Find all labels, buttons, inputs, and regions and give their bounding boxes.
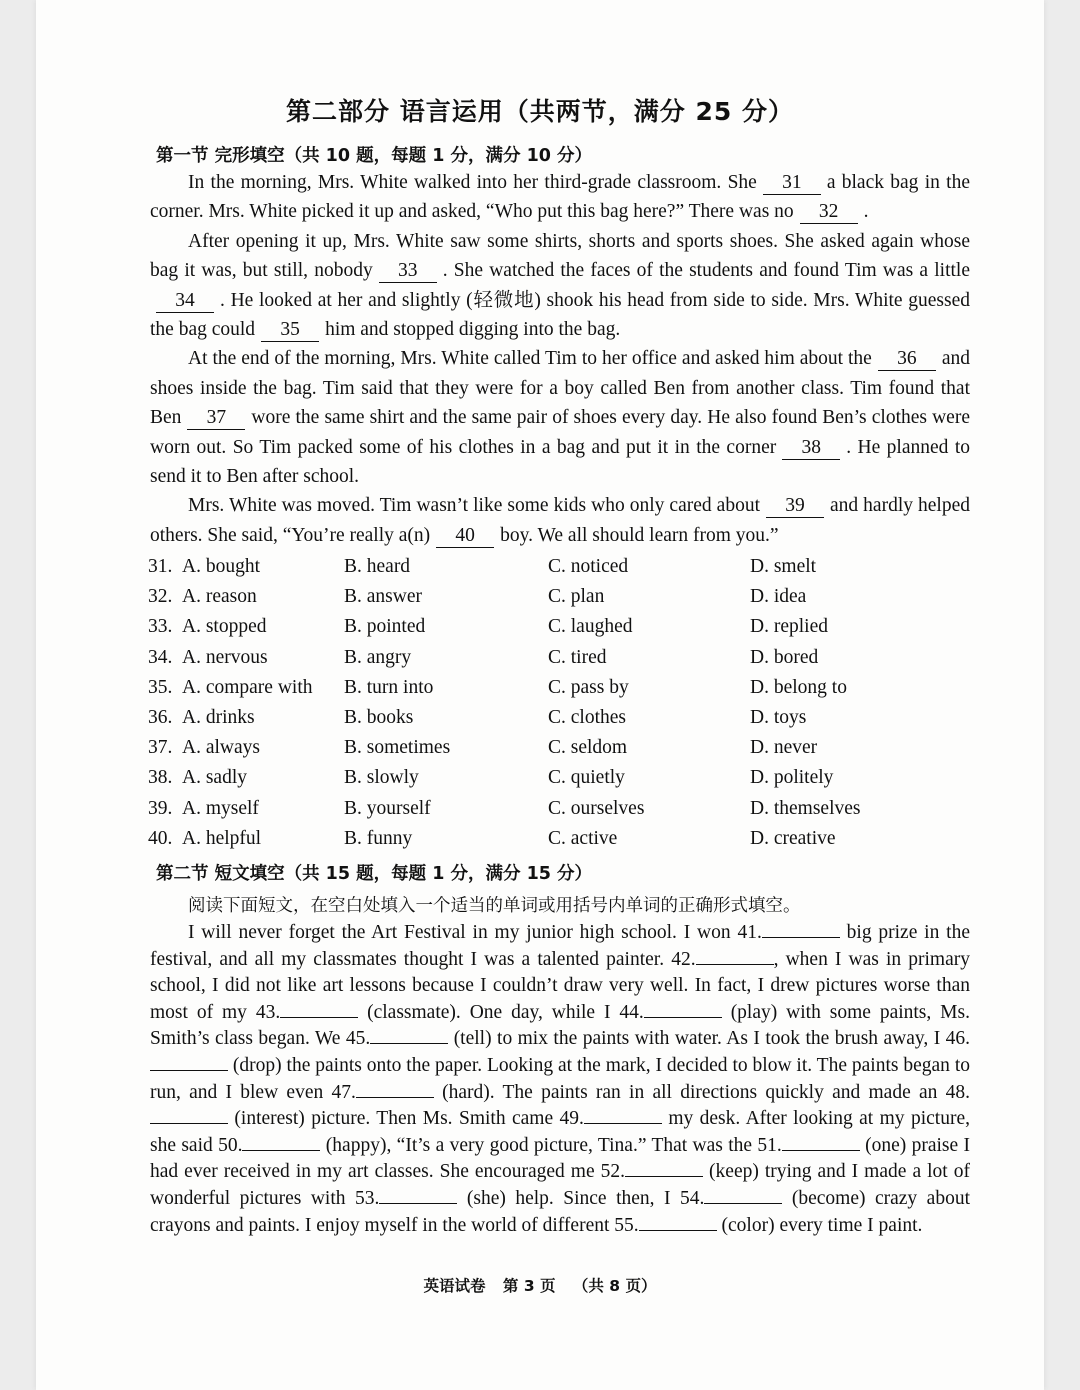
cloze-blank: 34 [156,290,214,313]
cloze-blank: 40 [436,525,494,548]
footer-page-number: 第 3 页 [502,1277,556,1295]
option-text: A. bought [182,556,260,577]
option-row [148,707,988,737]
exam-page [36,0,1044,1390]
option-text: B. pointed [344,616,426,638]
option-text: 34. [148,646,173,668]
cloze-blank: 37 [187,407,245,430]
cloze-paragraph [150,227,970,345]
answer-blank[interactable] [370,1043,448,1044]
option-text: 37. [148,737,173,759]
option-text: B. turn into [344,676,434,698]
option-row [148,828,988,858]
option-text: C. tired [548,646,607,668]
fill-in-paragraph [150,920,970,1239]
answer-blank[interactable] [644,1017,722,1018]
option-text: B. slowly [344,767,419,789]
option-text: B. books [344,706,414,728]
cloze-blank: 38 [782,437,840,460]
passage-text: wore the same shirt and the same pair of shoes every day. He also found Ben’s clothes were worn out. So Tim packed some of his clothes in a bag and put it in the corner [150,407,970,458]
passage-text: Mrs. White was moved. Tim wasn’t like some kids who only cared about [188,495,760,517]
option-text: C. clothes [548,706,626,728]
option-text: B. funny [344,827,413,849]
footer-subject: 英语试卷 [423,1277,486,1295]
passage-text: (classmate). One day, while I 44. [358,1001,644,1023]
passage-text: , when I was in primary school, I did not like art lessons because I couldn’t draw very well. In fact, I drew pictures worse than most of my 43. [150,948,970,1023]
answer-blank[interactable] [696,964,774,965]
option-text: D. politely [750,767,834,789]
answer-blank[interactable] [356,1097,434,1098]
option-text: 38. [148,767,173,789]
passage-text: At the end of the morning, Mrs. White called Tim to her office and asked him about the [188,348,872,370]
option-text: A. myself [182,797,259,819]
passage-text: him and stopped digging into the bag. [325,319,621,341]
option-text: 32. [148,586,173,608]
answer-blank[interactable] [625,1176,703,1177]
passage-text: (color) every time I paint. [716,1214,923,1236]
answer-blank[interactable] [704,1203,782,1204]
cloze-blank: 32 [800,201,858,224]
answer-blank[interactable] [150,1123,228,1124]
passage-text: big prize in the festival, and all my classmates thought I was a talented painter. 42. [150,922,970,970]
option-text: B. angry [344,646,412,668]
passage-text: I will never forget the Art Festival in my junior high school. I won 41. [188,922,762,943]
passage-text: (one) praise I had ever received in my art classes. She encouraged me 52. [150,1134,971,1183]
answer-blank[interactable] [762,937,840,938]
option-row [148,556,988,586]
option-text: A. helpful [182,827,262,849]
cloze-blank: 36 [878,348,936,371]
passage-text: a black bag in the corner. Mrs. White picked it up and asked, “Who put this bag here?” There was no [150,172,970,223]
passage-text: (tell) to mix the paints with water. As I took the brush away, I 46. [448,1028,971,1050]
option-text: A. drinks [182,706,255,728]
option-text: A. compare with [182,676,313,698]
option-text: A. sadly [182,767,247,789]
option-text: D. smelt [750,556,817,577]
option-text: D. bored [750,646,819,668]
option-text: D. themselves [750,797,861,819]
passage-text: boy. We all should learn from you.” [500,524,779,546]
cloze-blank: 31 [763,172,821,195]
option-text: C. laughed [548,616,633,638]
option-text: B. answer [344,586,422,608]
passage-text: (she) help. Since then, I 54. [457,1187,705,1209]
option-text: B. heard [344,556,411,577]
passage-text: After opening it up, Mrs. White saw some shirts, shorts and sports shoes. She asked again whose bag it was, but still, nobody [150,230,970,282]
option-row [148,586,988,616]
option-text: C. active [548,827,618,849]
option-text: 36. [148,706,173,728]
option-text: 31. [148,556,173,577]
option-row [148,767,988,797]
answer-blank[interactable] [242,1150,320,1151]
passage-text: (become) crazy about crayons and paints. I enjoy myself in the world of different 55. [150,1187,970,1236]
footer-total-pages: （共 8 页） [572,1277,657,1295]
cloze-blank: 39 [766,495,824,518]
passage-text: and shoes inside the bag. Tim said that they were for a boy called Ben from another class. Tim found that Ben [150,348,970,429]
cloze-paragraph [150,491,970,550]
cloze-paragraph [150,344,970,491]
section1-heading: 第一节 完形填空（共 10 题，每题 1 分，满分 10 分） [156,146,593,166]
passage-text: . He planned to send it to Ben after school. [150,436,970,488]
answer-blank[interactable] [150,1070,228,1071]
answer-blank[interactable] [584,1123,662,1124]
option-text: C. ourselves [548,797,645,819]
option-text: B. yourself [344,797,431,819]
passage-text: (interest) picture. Then Ms. Smith came 49. [228,1108,584,1130]
option-text: A. nervous [182,646,268,668]
option-text: A. stopped [182,616,267,638]
cloze-paragraph [150,168,970,227]
passage-text: my desk. After looking at my picture, she said 50. [150,1108,970,1156]
option-text: 40. [148,827,173,849]
page-footer [36,1274,1044,1296]
fill-in-passage [150,920,970,1239]
option-row [148,677,988,707]
option-text: D. replied [750,616,828,638]
option-row [148,798,988,828]
option-text: C. quietly [548,767,625,789]
passage-text: In the morning, Mrs. White walked into her third-grade classroom. She [188,172,757,193]
option-text: A. reason [182,586,257,608]
passage-text: (happy), “It’s a very good picture, Tina.” That was the 51. [320,1134,782,1156]
option-text: 39. [148,797,173,819]
options-list [148,556,988,858]
option-text: C. plan [548,586,605,608]
answer-blank[interactable] [280,1017,358,1018]
option-row [148,616,988,646]
option-row [148,737,988,767]
answer-blank[interactable] [639,1230,717,1231]
option-text: D. toys [750,706,807,728]
option-text: D. never [750,737,818,759]
passage-text: (drop) the paints onto the paper. Looking at the mark, I decided to blow it. The paints began to run, and I blew even 47. [150,1054,970,1103]
option-text: C. pass by [548,676,629,698]
passage-text: (keep) trying and I made a lot of wonderful pictures with 53. [150,1161,970,1209]
answer-blank[interactable] [379,1203,457,1204]
option-text: B. sometimes [344,737,451,759]
cloze-blank: 35 [261,319,319,342]
passage-text: . [863,201,869,223]
passage-text: and hardly helped others. She said, “You’re really a(n) [150,495,970,546]
cloze-blank: 33 [379,260,437,283]
answer-blank[interactable] [782,1150,860,1151]
cloze-passage [150,168,970,550]
section2-instruction: 阅读下面短文，在空白处填入一个适当的单词或用括号内单词的正确形式填空。 [188,896,801,916]
option-text: A. always [182,737,260,759]
passage-text: . She watched the faces of the students and found Tim was a little [442,260,971,282]
section2-heading: 第二节 短文填空（共 15 题，每题 1 分，满分 15 分） [156,864,593,884]
passage-text: (play) with some paints, Ms. Smith’s class began. We 45. [150,1001,970,1050]
option-text: 33. [148,616,173,638]
option-text: D. belong to [750,676,847,698]
option-row [148,647,988,677]
passage-text: . He looked at her and slightly (轻微地) shook his head from side to side. Mrs. White guessed the bag could [150,289,970,341]
option-text: D. idea [750,586,807,608]
option-text: C. seldom [548,737,628,759]
option-text: C. noticed [548,556,629,577]
passage-text: (hard). The paints ran in all directions quickly and made an 48. [433,1081,970,1103]
option-text: D. creative [750,827,836,849]
option-text: 35. [148,676,173,698]
page-title: 第二部分 语言运用（共两节，满分 25 分） [286,97,794,126]
